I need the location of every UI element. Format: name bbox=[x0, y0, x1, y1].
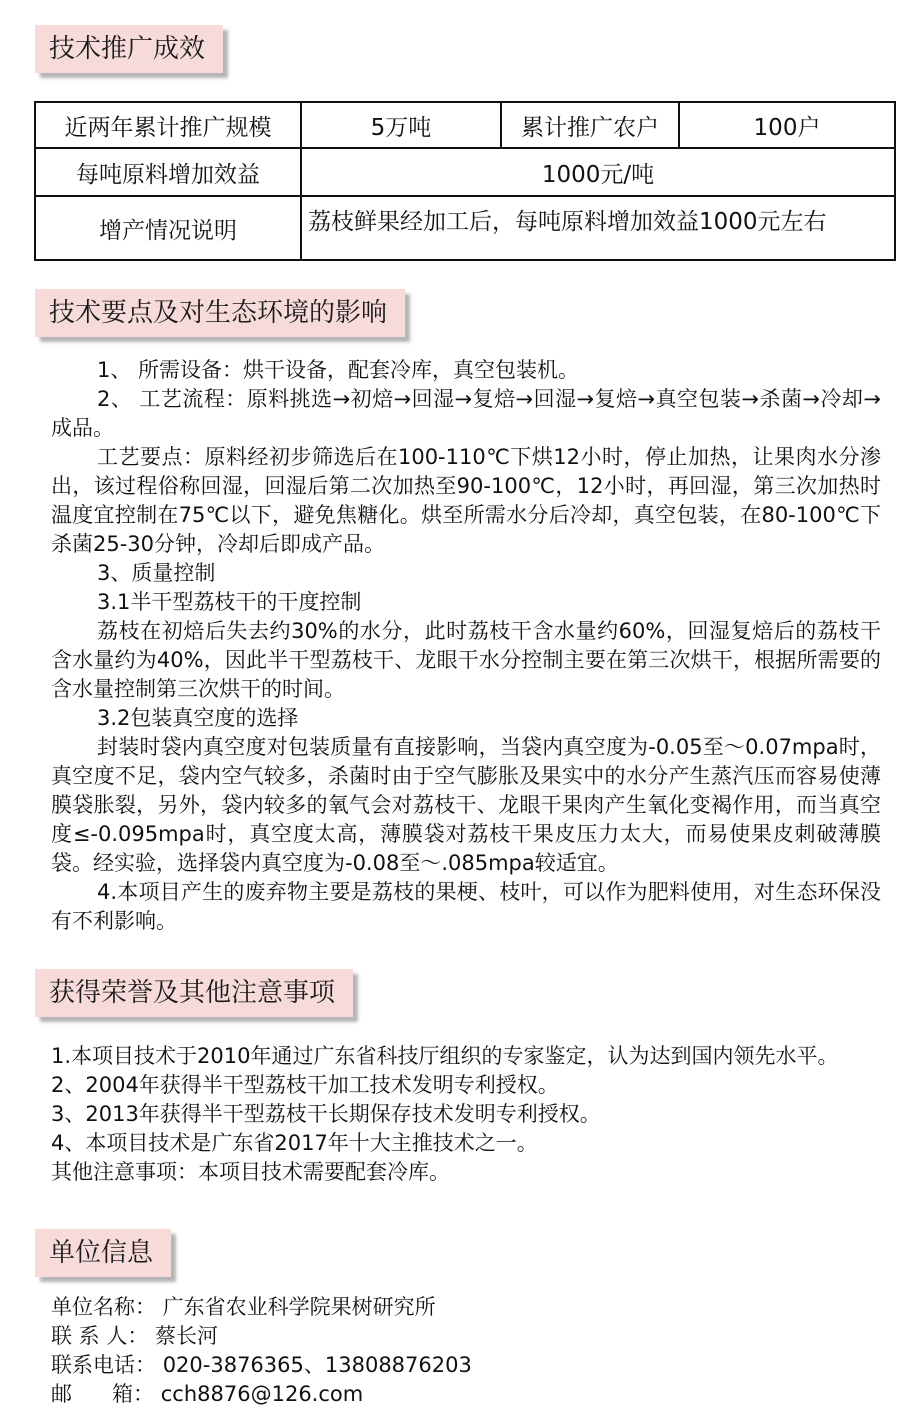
contact-label: 联 系 人： bbox=[51, 1324, 149, 1348]
email-address: cch8876@126.com bbox=[160, 1382, 364, 1406]
paragraph: 2、 工艺流程：原料挑选→初焙→回湿→复焙→回湿→复焙→真空包装→杀菌→冷却→成品。 bbox=[51, 387, 881, 440]
unit-name-label: 单位名称： bbox=[51, 1295, 156, 1319]
table-row bbox=[35, 148, 895, 196]
table-cell-value: 5万吨 bbox=[301, 102, 501, 148]
section-title-unit: 单位信息 bbox=[35, 1229, 171, 1277]
unit-info bbox=[51, 1293, 881, 1409]
email-label: 邮 箱： bbox=[51, 1382, 155, 1406]
list-item: 2、2004年获得半干型荔枝干加工技术发明专利授权。 bbox=[51, 1073, 559, 1097]
section-title-honors: 获得荣誉及其他注意事项 bbox=[35, 969, 353, 1017]
paragraph: 4.本项目产生的废弃物主要是荔枝的果梗、枝叶，可以作为肥料使用，对生态环保没有不利影响。 bbox=[51, 880, 881, 933]
unit-name: 广东省农业科学院果树研究所 bbox=[162, 1295, 436, 1319]
list-item: 1.本项目技术于2010年通过广东省科技厅组织的专家鉴定，认为达到国内领先水平。 bbox=[51, 1044, 839, 1068]
technical-points-text bbox=[51, 356, 881, 936]
paragraph: 3.1半干型荔枝干的干度控制 bbox=[97, 590, 362, 614]
unit-phone-row bbox=[51, 1351, 881, 1380]
table-row bbox=[35, 102, 895, 148]
table-cell-value: 荔枝鲜果经加工后，每吨原料增加效益1000元左右 bbox=[301, 196, 895, 260]
table-cell-label: 近两年累计推广规模 bbox=[35, 102, 301, 148]
paragraph: 封装时袋内真空度对包装质量有直接影响，当袋内真空度为-0.05至～0.07mpa时，真空度不足，袋内空气较多，杀菌时由于空气膨胀及果实中的水分产生蒸汽压而容易使薄膜袋胀裂，另外，袋内较多的氧气会对荔枝干、龙眼干果肉产生氧化变褐作用，而当真空度≤-0.095mpa时，真空度太高，薄膜袋对荔枝干果皮压力太大，而易使果皮刺破薄膜袋。经实验，选择袋内真空度为-0.08至～.085mpa较适宜。 bbox=[51, 735, 881, 875]
contact-name: 蔡长河 bbox=[155, 1324, 219, 1348]
paragraph: 1、 所需设备：烘干设备，配套冷库，真空包装机。 bbox=[97, 358, 580, 382]
list-item: 其他注意事项：本项目技术需要配套冷库。 bbox=[51, 1160, 450, 1184]
phone-label: 联系电话： bbox=[51, 1353, 156, 1377]
table-cell-label: 增产情况说明 bbox=[35, 196, 301, 260]
unit-email-row bbox=[51, 1380, 881, 1409]
list-item: 4、本项目技术是广东省2017年十大主推技术之一。 bbox=[51, 1131, 538, 1155]
table-row bbox=[35, 196, 895, 260]
paragraph: 荔枝在初焙后失去约30%的水分，此时荔枝干含水量约60%，回湿复焙后的荔枝干含水量约为40%，因此半干型荔枝干、龙眼干水分控制主要在第三次烘干，根据所需要的含水量控制第三次烘干的时间。 bbox=[51, 619, 881, 701]
unit-name-row bbox=[51, 1293, 881, 1322]
section-title-effect: 技术推广成效 bbox=[35, 25, 223, 73]
honors-text bbox=[51, 1042, 881, 1187]
unit-contact-row bbox=[51, 1322, 881, 1351]
table-cell-label: 累计推广农户 bbox=[501, 102, 679, 148]
table-cell-value: 100户 bbox=[679, 102, 895, 148]
list-item: 3、2013年获得半干型荔枝干长期保存技术发明专利授权。 bbox=[51, 1102, 601, 1126]
paragraph: 3、质量控制 bbox=[97, 561, 216, 585]
paragraph: 3.2包装真空度的选择 bbox=[97, 706, 299, 730]
paragraph: 工艺要点：原料经初步筛选后在100-110℃下烘12小时，停止加热，让果肉水分渗出，该过程俗称回湿，回湿后第二次加热至90-100℃，12小时，再回湿，第三次加热时温度宜控制在75℃以下，避免焦糖化。烘至所需水分后冷却，真空包装，在80-100℃下杀菌25-30分钟，冷却后即成产品。 bbox=[51, 445, 881, 556]
table-cell-value: 1000元/吨 bbox=[301, 148, 895, 196]
section-title-points: 技术要点及对生态环境的影响 bbox=[35, 289, 405, 337]
promotion-table bbox=[34, 101, 896, 261]
phone-number: 020-3876365、13808876203 bbox=[162, 1353, 472, 1377]
table-cell-label: 每吨原料增加效益 bbox=[35, 148, 301, 196]
